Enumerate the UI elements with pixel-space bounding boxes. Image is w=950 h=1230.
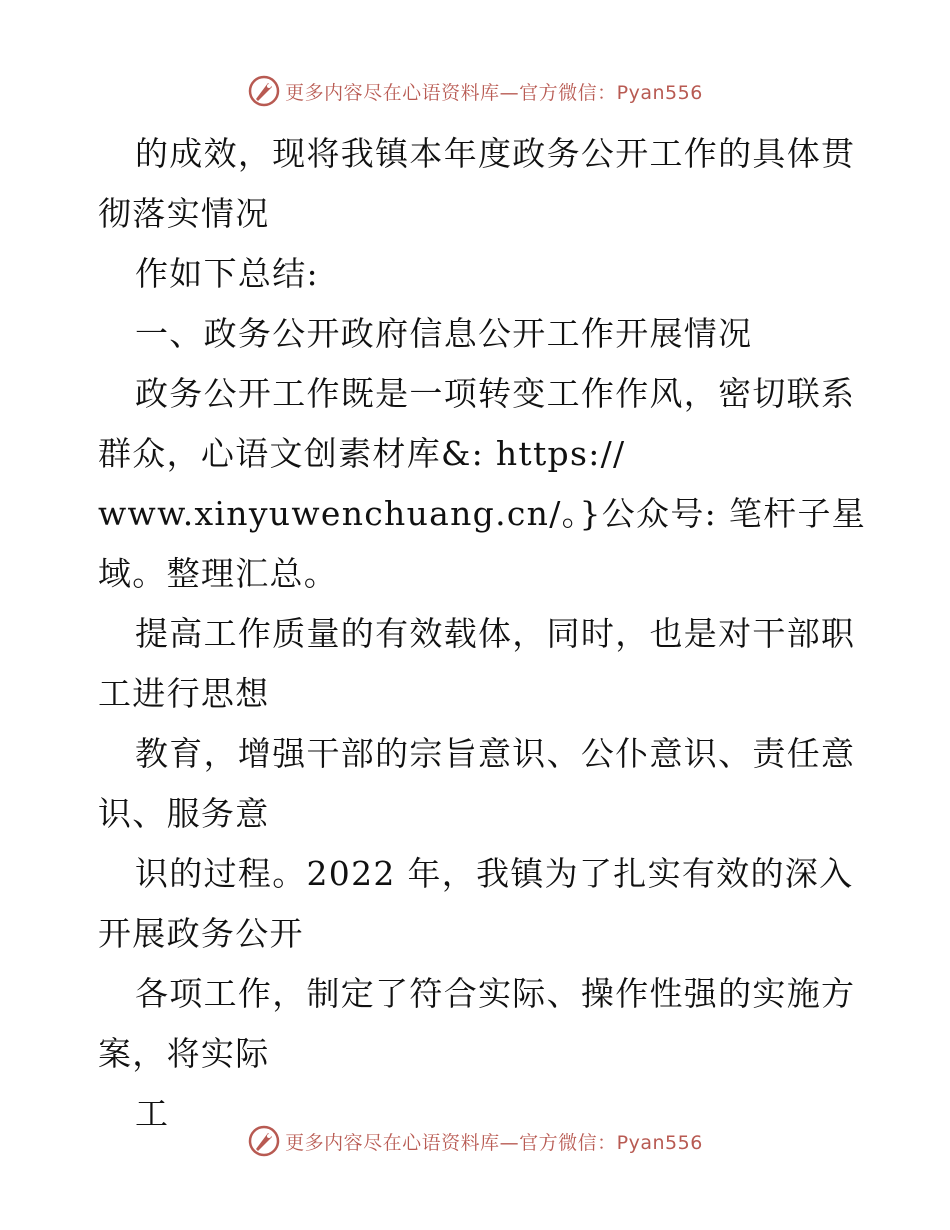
text-line: 的成效，现将我镇本年度政务公开工作的具体贯 <box>135 134 856 173</box>
footer-banner-text: 更多内容尽在心语资料库—官方微信：Pyan556 <box>285 1131 703 1154</box>
text-line: 群众，心语文创素材库&: https:// <box>98 434 626 473</box>
header-banner <box>0 71 950 111</box>
text-line: 教育，增强干部的宗旨意识、公仆意识、责任意 <box>135 734 856 773</box>
footer-banner <box>0 1121 950 1161</box>
text-line: 作如下总结: <box>135 254 319 293</box>
text-line: www.xinyuwenchuang.cn/。}公众号: 笔杆子星 <box>98 494 867 533</box>
section-heading: 一、政务公开政府信息公开工作开展情况 <box>135 314 753 353</box>
header-banner-text: 更多内容尽在心语资料库—官方微信：Pyan556 <box>285 81 703 104</box>
text-line: 域。整理汇总。 <box>98 554 339 593</box>
pen-nib-icon <box>247 1124 281 1158</box>
text-line: 彻落实情况 <box>98 194 270 233</box>
text-line: 工进行思想 <box>98 674 270 713</box>
text-line: 工 <box>135 1094 170 1133</box>
text-line: 各项工作，制定了符合实际、操作性强的实施方 <box>135 974 856 1013</box>
text-line: 开展政务公开 <box>98 914 304 953</box>
document-body <box>98 124 867 1144</box>
text-line: 提高工作质量的有效载体，同时，也是对干部职 <box>135 614 856 653</box>
text-line: 政务公开工作既是一项转变工作作风，密切联系 <box>135 374 856 413</box>
text-line: 案，将实际 <box>98 1034 270 1073</box>
pen-nib-icon <box>247 74 281 108</box>
text-line: 识、服务意 <box>98 794 270 833</box>
text-line: 识的过程。2022 年，我镇为了扎实有效的深入 <box>135 854 854 893</box>
